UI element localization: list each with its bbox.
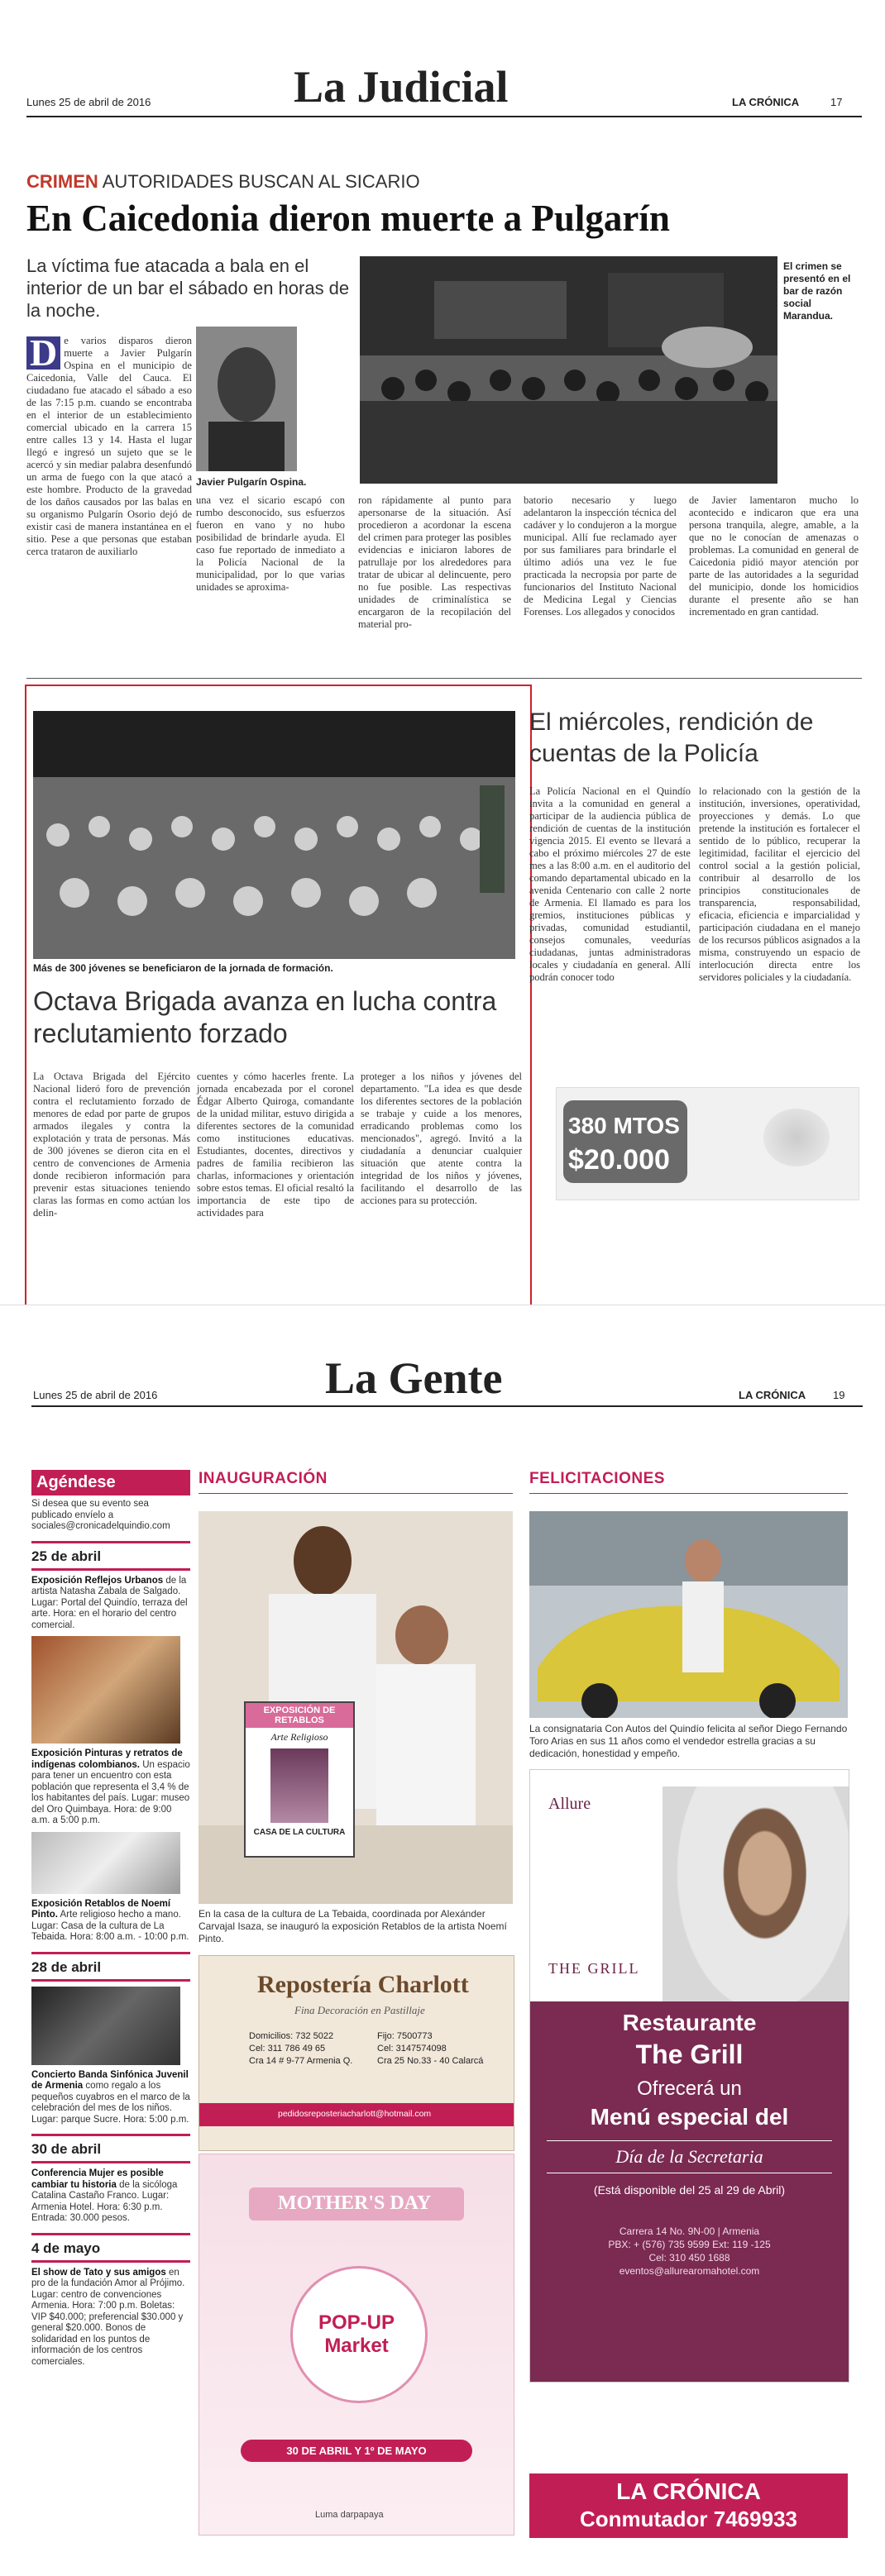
charlott-addr1: Cra 14 # 9-77 Armenia Q. (249, 2056, 353, 2066)
brigada-col-3: proteger a los niños y jóvenes del departamento. "La idea es que desde los diferentes sectores de la población se trabaje y cuide a los menores, erradicando problemas como los mencionados", agregó. Invitó a la ciudadanía a denunciar cualquier situación que atente contra la integridad de los niños y jóvenes, facilitando el desarrollo de las acciones para su protección. (361, 1071, 522, 1206)
brigada-headline: Octava Brigada avanza en lucha contra reclutamiento forzado (33, 986, 497, 1048)
crime-scene-photo (360, 256, 777, 484)
grill-day: Día de la Secretaria (547, 2140, 832, 2173)
policia-col-1: La Policía Nacional en el Quindío invita a la comunidad en general a participar de la audiencia pública de rendición de cuentas de la institución vigencia 2015. El evento se llevará a cabo el próximo miércoles 27 de este mes a las 8:00 a.m. en el auditorio del comando departamental ubicado en la avenida Centenario con calle 2 norte de Armenia. El llamado es para los gremios, instituciones públicas y privadas, comunidad estudiantil, consejos comunales, veedurías ciudadanas, juntas administradoras locales y ciudadanía en general. Allí podrán conocer todo (529, 785, 691, 983)
allure-brand: Allure (548, 1795, 591, 1813)
kicker (26, 171, 420, 193)
grill-name-1: Restaurante (622, 2010, 757, 2035)
charlott-cel: Cel: 311 786 49 65 (249, 2044, 326, 2054)
poster-title: EXPOSICIÓN DE RETABLOS (246, 1703, 353, 1728)
charlott-name: Repostería Charlott (257, 1971, 469, 1998)
agendese-column (31, 1470, 190, 2368)
crime-photo-caption: El crimen se presentó en el bar de razón social Marandua. (783, 260, 851, 322)
article-col-4: batorio necesario y luego adelantaron la inspección técnica del cadáver y lo condujeron a la morgue municipal. Allí fue reclamado ayer por sus familiares para brindarle el último adiós una vez le fue practicada la necropsia por parte de funcionarios del Instituto Nacional de Medicina Legal y Ciencias Forenses. Los allegados y conocidos (524, 494, 677, 618)
real-estate-ad (556, 1087, 859, 1200)
date-bar-2b (31, 1979, 190, 1982)
date-bar-4 (31, 2233, 190, 2235)
event-2-text: Un espacio para tener un encuentro con esta población que representa el 3,4 % de los habitantes del país. Lugar: museo del Oro Quimbaya. Hora: de 9:00 a.m. a 5:00 p.m. (31, 1759, 190, 1825)
date-25-abril: 25 de abril (31, 1548, 102, 1564)
brigada-col-2: cuentes y cómo hacerles frente. La jornada encabezada por el coronel Édgar Alberto Quiroga, comandante de la unidad militar, estuvo dirigida a diferentes sectores de la comunidad como instituciones educativas. Estudiantes, docentes, directivos y padres de familia recibieron las charlas, informaciones y orientación sobre estos temas. El oficial resaltó la importancia de este tipo de actividades para (197, 1071, 354, 1219)
poster-subtitle: Arte Religioso (270, 1731, 328, 1743)
cronica-ad (529, 2473, 848, 2538)
col1-text: e varios disparos dieron muerte a Javier Pulgarín Ospina en el municipio de Caicedonia, Valle del Cauca. El ciudadano fue atacado el sábado a eso de las 7:15 p.m. cuando se encontraba en el interior de un establecimiento comercial ubicado en la carrera 15 entre calles 13 y 14. Hasta el lugar llegó e ingresó un sujeto que se le acercó y sin mediar palabra desenfundó un arma de fuego con la que atacó a este hombre. Producto de la gravedad de los daños causados por las balas en su organismo Pulgarín Osorio dejó de existir casi de manera instantánea en el sitio. Pese a que personas que estaban cerca trataron de auxiliarlo (26, 335, 192, 557)
event-3 (31, 1899, 190, 1944)
date-bar-4b (31, 2260, 190, 2263)
page2-date: Lunes 25 de abril de 2016 (33, 1389, 158, 1401)
charlott-fijo: Fijo: 7500773 (377, 2031, 433, 2041)
article-col-2: una vez el sicario escapó con rumbo desconocido, sus esfuerzos fueron en vano y no hubo posibilidad de brindarle ayuda. El caso fue reportado de inmediato a la Policía Nacional de la municipalidad, por lo que varias unidades se aproxima- (196, 494, 345, 593)
event-2 (31, 1748, 190, 1827)
policia-col-2: lo relacionado con la gestión de la institución, inversiones, operatividad, proyecciones y demás. Lo que pretende la institución es fortalecer el sentido de lo público, recuperar la legitimidad, facilitar el ejercicio del control social a la gestión policial, contribuir al desarrollo de los principios constitucionales de transparencia, responsabilidad, eficacia, eficiencia e imparcialidad y participación ciudadana en el manejo de los recursos públicos asignados a la misma, construyendo un espacio de interlocución directa entre los servidores policiales y la ciudadanía. (699, 785, 860, 983)
brigada-photo (33, 711, 515, 959)
charlott-cel2: Cel: 3147574098 (377, 2044, 447, 2054)
popup-market-ad (199, 2154, 514, 2535)
article-col-1 (26, 332, 192, 558)
event-4-text: como regalo a los pequeños cuyabros en el marco de la celebración del mes de los niños. Lugar: parque Sucre. Hora: 5:00 p.m. (31, 2081, 190, 2125)
paper-name: LA CRÓNICA (732, 96, 800, 108)
charlott-contact-2 (377, 2030, 483, 2068)
retablos-poster (244, 1701, 355, 1858)
inauguracion-photo (199, 1511, 513, 1904)
page2-paper: LA CRÓNICA (739, 1389, 806, 1401)
grill-avail: (Está disponible del 25 al 29 de Abril) (593, 2183, 786, 2197)
charlott-dom: Domicilios: 732 5022 (249, 2031, 334, 2041)
poster-place: CASA DE LA CULTURA (253, 1828, 346, 1837)
inauguracion-caption: En la casa de la cultura de La Tebaida, coordinada por Alexánder Carvajal Isaza, se inauguró la exposición Retablos de la artista Noemí Pinto. (199, 1908, 507, 1944)
event-5-text: de la sicóloga Catalina Castaño Franco. Lugar: Armenia Hotel. Hora: 6:30 p.m. Entrada: 30.000 pesos. (31, 2179, 178, 2223)
article-col-3: ron rápidamente al punto para apersonarse de la situación. Así procedieron a acordonar la escena del crimen para proteger las posibles evidencias e iniciaron labores de patrullaje por los alrededores para tratar de ubicar al delincuente, pero no fue posible. Las respectivas unidades de criminalística se encargaron de la recopilación del material pro- (358, 494, 511, 630)
grill-cel: Cel: 310 450 1688 (648, 2252, 730, 2264)
ad-line-1: 380 MTOS (568, 1113, 680, 1138)
portrait-caption: Javier Pulgarín Ospina. (196, 476, 307, 488)
deck: La víctima fue atacada a bala en el interior de un bar el sábado en horas de la noche. (26, 255, 350, 321)
article-col-5: de Javier lamentaron mucho lo acontecido e indicaron que era una persona tranquila, alegre, amable, a la que no le conocían de amenazas o problemas. La comunidad en general de Caicedonia pidió mayor atención por parte de las autoridades a la seguridad del municipio, donde los homicidios durante el presente año se han incrementado en gran cantidad. (689, 494, 859, 618)
date-28-abril: 28 de abril (31, 1958, 102, 1975)
date-bar-3 (31, 2134, 190, 2136)
poster-image (270, 1748, 328, 1823)
article-divider (26, 678, 862, 679)
inauguracion-rule (199, 1493, 513, 1494)
popup-title: POP-UP Market (318, 2311, 395, 2357)
event-1-title: Exposición Reflejos Urbanos (31, 1575, 164, 1586)
page-separator (0, 1305, 885, 1320)
drop-cap: D (26, 336, 60, 370)
grill-small-logo: THE GRILL (548, 1960, 640, 1977)
page2-section: La Gente (325, 1353, 503, 1403)
page2-header-rule (31, 1405, 863, 1407)
headline: En Caicedonia dieron muerte a Pulgarín (26, 198, 670, 239)
cronica-ad-phone: Conmutador 7469933 (580, 2507, 797, 2531)
event-2-title: Exposición Pinturas y retratos de indígenas colombianos. (31, 1748, 183, 1770)
event-1-text: de la artista Natasha Zabala de Salgado. Lugar: Portal del Quindío, terraza del arte. Hora: en el horario del centro comercial. (31, 1575, 188, 1630)
grill-pbx: PBX: + (576) 735 9599 Ext: 119 -125 (608, 2239, 771, 2250)
charlott-email: pedidosreposteriacharlott@hotmail.com (278, 2109, 432, 2119)
ad-line-2: $20.000 (568, 1144, 670, 1176)
felicitaciones-header: FELICITACIONES (529, 1470, 665, 1487)
brigada-col-1: La Octava Brigada del Ejército Nacional lideró foro de prevención contra el reclutamiento forzado de menores de edad por parte de grupos armados ilegales y contra la explotación y trata de personas. Más de 300 jóvenes se dieron cita en el centro de convenciones de Armenia donde recibieron información para prevenir estas situaciones teniendo claras las formas en como actúan los delin- (33, 1071, 190, 1219)
date-4-mayo: 4 de mayo (31, 2240, 101, 2256)
event-4-photo (31, 1987, 180, 2065)
grill-woman-photo (663, 1787, 849, 2035)
event-2-photo (31, 1636, 180, 1744)
brigada-caption: Más de 300 jóvenes se beneficiaron de la jornada de formación. (33, 962, 333, 974)
event-5 (31, 2168, 190, 2225)
event-4-title: Concierto Banda Sinfónica Juvenil de Armenia (31, 2069, 189, 2091)
ad-logo (763, 1109, 830, 1166)
kicker-rest: AUTORIDADES BUSCAN AL SICARIO (102, 171, 420, 192)
page-date: Lunes 25 de abril de 2016 (26, 96, 151, 108)
event-1 (31, 1576, 190, 1632)
grill-name-2: The Grill (635, 2039, 744, 2069)
agendese-header: Agéndese (31, 1470, 190, 1496)
kicker-red: CRIMEN (26, 171, 98, 192)
date-bar-3b (31, 2161, 190, 2163)
page2-number: 19 (833, 1389, 845, 1401)
grill-offer-1: Ofrecerá un (637, 2077, 742, 2100)
header-rule (26, 116, 862, 117)
event-4 (31, 2070, 190, 2126)
charlott-tagline: Fina Decoración en Pastillaje (294, 2004, 425, 2016)
page-la-gente (0, 1323, 885, 2576)
charlott-addr2: Cra 25 No.33 - 40 Calarcá (377, 2056, 484, 2066)
event-3-photo (31, 1832, 180, 1894)
date-bar-2 (31, 1952, 190, 1954)
event-6-title: El show de Tato y sus amigos (31, 2267, 166, 2278)
agendese-subtitle: Si desea que su evento sea publicado envíelo a sociales@cronicadelquindio.com (31, 1499, 170, 1531)
date-30-abril: 30 de abril (31, 2141, 102, 2157)
event-6 (31, 2268, 190, 2368)
victim-portrait (196, 327, 297, 471)
grill-offer-2: Menú especial del (590, 2104, 789, 2130)
section-title: La Judicial (294, 62, 509, 112)
event-6-text: en pro de la fundación Amor al Prójimo. Lugar: centro de convenciones Armenia. Hora: 7:00 p.m. Boletas: VIP $40.000; preferencial $30.000 y general $20.000. Bonos de solidaridad en los puntos de información de los centros comerciales. (31, 2267, 185, 2367)
grill-contact (530, 2225, 849, 2278)
popup-sponsor: Luma darpapaya (315, 2510, 384, 2520)
date-bar-1b (31, 1568, 190, 1571)
grill-email: eventos@allurearomahotel.com (619, 2265, 760, 2277)
grill-ad (529, 1769, 849, 2383)
grill-addr: Carrera 14 No. 9N-00 | Armenia (619, 2225, 760, 2237)
cronica-ad-title: LA CRÓNICA (616, 2478, 761, 2504)
inauguracion-header: INAUGURACIÓN (199, 1470, 328, 1487)
date-bar-1 (31, 1541, 190, 1543)
event-3-text: Arte religioso hecho a mano. Lugar: Casa de la cultura de La Tebaida. Hora: 8:00 a.m. - 10:00 p.m. (31, 1910, 189, 1942)
policia-headline: El miércoles, rendición de cuentas de la Policía (529, 708, 814, 767)
felicitaciones-rule (529, 1493, 848, 1494)
event-5-title: Conferencia Mujer es posible cambiar tu historia (31, 2168, 164, 2190)
event-3-title: Exposición Retablos de Noemí Pinto. (31, 1898, 171, 1920)
felicitaciones-caption: La consignataria Con Autos del Quindío felicita al señor Diego Fernando Toro Arias en sus 11 años como el vendedor estrella gracias a su dedicación, honestidad y empeño. (529, 1723, 848, 1759)
charlott-contact-1 (249, 2030, 352, 2068)
page-number: 17 (830, 96, 843, 108)
charlott-ad (199, 1955, 514, 2151)
felicitaciones-photo (529, 1511, 848, 1718)
popup-dates: 30 DE ABRIL Y 1º DE MAYO (241, 2440, 472, 2462)
mothers-day-text: MOTHER'S DAY (278, 2192, 432, 2214)
